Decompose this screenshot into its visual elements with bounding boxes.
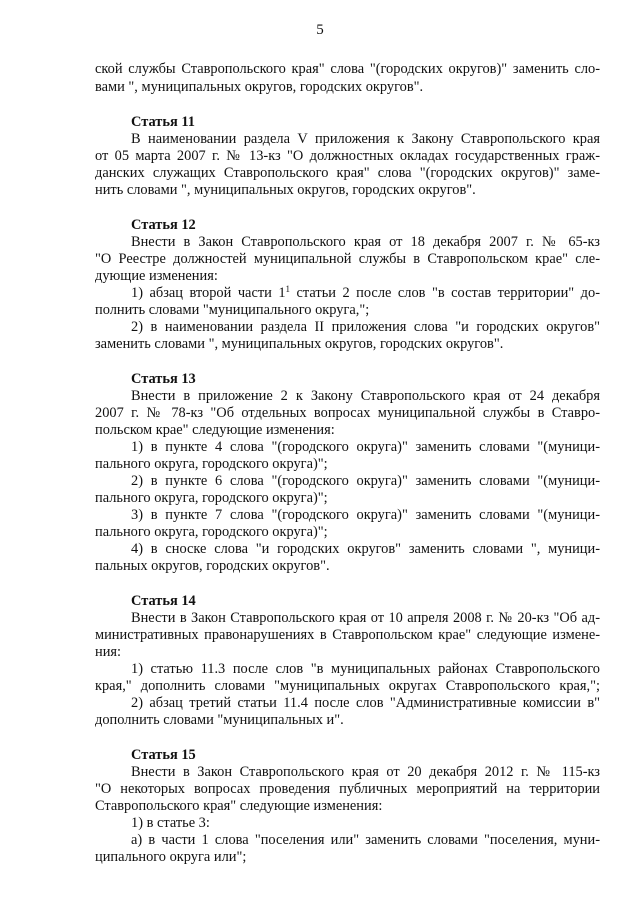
line-text: полнить словами "муниципального округа,";	[95, 302, 370, 318]
line-text: 2007 г. № 78-кз "Об отдельных вопросах муниципальной службы в Ставро-	[95, 405, 600, 421]
article-heading	[131, 747, 636, 764]
line-text: 1) в статье 3:	[131, 815, 210, 831]
text-line	[131, 234, 600, 251]
line-text: пального округа, городского округа)";	[95, 490, 328, 506]
superscript: 1	[285, 284, 291, 294]
line-text: 1) статью 11.3 после слов "в муниципальных районах Ставропольского	[131, 661, 600, 677]
text-line	[95, 490, 600, 507]
article-heading	[131, 371, 636, 388]
line-text: ния:	[95, 644, 122, 660]
text-line	[131, 661, 600, 678]
line-text-tail: статьи 2 после слов "в состав территории" до-	[290, 285, 600, 301]
line-text: дополнить словами "муниципальных и".	[95, 712, 344, 728]
text-line	[95, 182, 600, 199]
line-text: 1) в пункте 4 слова "(городского округа)" заменить словами "(муници-	[131, 439, 600, 455]
text-line	[131, 764, 600, 781]
line-text: 1) абзац второй части 1	[131, 285, 286, 301]
text-line	[131, 439, 600, 456]
line-text: Внести в Закон Ставропольского края от 10 апреля 2008 г. № 20-кз "Об ад-	[131, 610, 600, 626]
line-text: данских служащих Ставропольского края" слова "(городских округов)" заме-	[95, 165, 600, 181]
line-text: Внести в Закон Ставропольского края от 20 декабря 2012 г. № 115-кз	[131, 764, 600, 780]
text-line	[95, 302, 600, 319]
line-text: а) в части 1 слова "поселения или" заменить словами "поселения, муни-	[131, 832, 600, 848]
line-text: Ставропольского края" следующие изменения:	[95, 798, 383, 814]
text-line	[95, 798, 600, 815]
article-heading	[131, 217, 636, 234]
text-line	[95, 524, 600, 541]
text-line	[95, 627, 600, 644]
line-text: 2) абзац третий статьи 11.4 после слов "Административные комиссии в"	[131, 695, 600, 711]
line-text: "О некоторых вопросах проведения публичных мероприятий на территории	[95, 781, 600, 797]
text-line	[131, 815, 600, 832]
text-line	[131, 473, 600, 490]
line-text: Статья 14	[131, 593, 196, 609]
text-line	[95, 456, 600, 473]
article-heading	[131, 114, 636, 131]
text-line	[95, 61, 600, 78]
line-text: Внести в приложение 2 к Закону Ставропольского края от 24 декабря	[131, 388, 600, 404]
line-text: польском крае" следующие изменения:	[95, 422, 335, 438]
text-line	[95, 79, 600, 96]
line-text: Внести в Закон Ставропольского края от 18 декабря 2007 г. № 65-кз	[131, 234, 600, 250]
line-text: "О Реестре должностей муниципальной службы в Ставропольском крае" сле-	[95, 251, 600, 267]
line-text: дующие изменения:	[95, 268, 218, 284]
line-text: Статья 12	[131, 217, 196, 233]
line-text: вами ", муниципальных округов, городских округов".	[95, 79, 424, 95]
line-text: от 05 марта 2007 г. № 13-кз "О должностных окладах государственных граж-	[95, 148, 600, 164]
line-text: ципального округа или";	[95, 849, 247, 865]
line-text: 4) в сноске слова "и городских округов" заменить словами ", муници-	[131, 541, 600, 557]
text-line	[131, 507, 600, 524]
line-text: 2) в пункте 6 слова "(городского округа)" заменить словами "(муници-	[131, 473, 600, 489]
line-text: края," дополнить словами "муниципальных округах Ставропольского края,";	[95, 678, 600, 694]
text-line	[131, 131, 600, 148]
line-text: 3) в пункте 7 слова "(городского округа)" заменить словами "(муници-	[131, 507, 600, 523]
text-line	[95, 781, 600, 798]
line-text: Статья 13	[131, 371, 196, 387]
line-text: министративных правонарушениях в Ставропольском крае" следующие измене-	[95, 627, 600, 643]
text-line	[131, 832, 600, 849]
text-line	[95, 148, 600, 165]
text-line	[95, 268, 600, 285]
text-line	[95, 678, 600, 695]
text-line	[131, 319, 600, 336]
line-text: ской службы Ставропольского края" слова "(городских округов)" заменить сло-	[95, 61, 600, 77]
text-line	[95, 405, 600, 422]
line-text: В наименовании раздела V приложения к Закону Ставропольского края	[131, 131, 600, 147]
text-line	[131, 541, 600, 558]
text-line	[95, 251, 600, 268]
line-text: пального округа, городского округа)";	[95, 524, 328, 540]
text-line	[131, 610, 600, 627]
line-text: Статья 11	[131, 114, 195, 130]
text-line	[95, 712, 600, 729]
line-text: пальных округов, городских округов".	[95, 558, 330, 574]
text-line	[131, 388, 600, 405]
line-text: пального округа, городского округа)";	[95, 456, 328, 472]
line-text: 2) в наименовании раздела II приложения слова "и городских округов"	[131, 319, 600, 335]
text-line	[131, 285, 600, 302]
text-line	[95, 558, 600, 575]
line-text: заменить словами ", муниципальных округов, городских округов".	[95, 336, 504, 352]
text-line	[131, 695, 600, 712]
text-line	[95, 849, 600, 866]
page-number: 5	[316, 22, 324, 38]
text-line	[95, 165, 600, 182]
line-text: нить словами ", муниципальных округов, городских округов".	[95, 182, 476, 198]
line-text: Статья 15	[131, 747, 196, 763]
text-line	[95, 422, 600, 439]
text-line	[95, 644, 600, 661]
article-heading	[131, 593, 636, 610]
text-line	[95, 336, 600, 353]
